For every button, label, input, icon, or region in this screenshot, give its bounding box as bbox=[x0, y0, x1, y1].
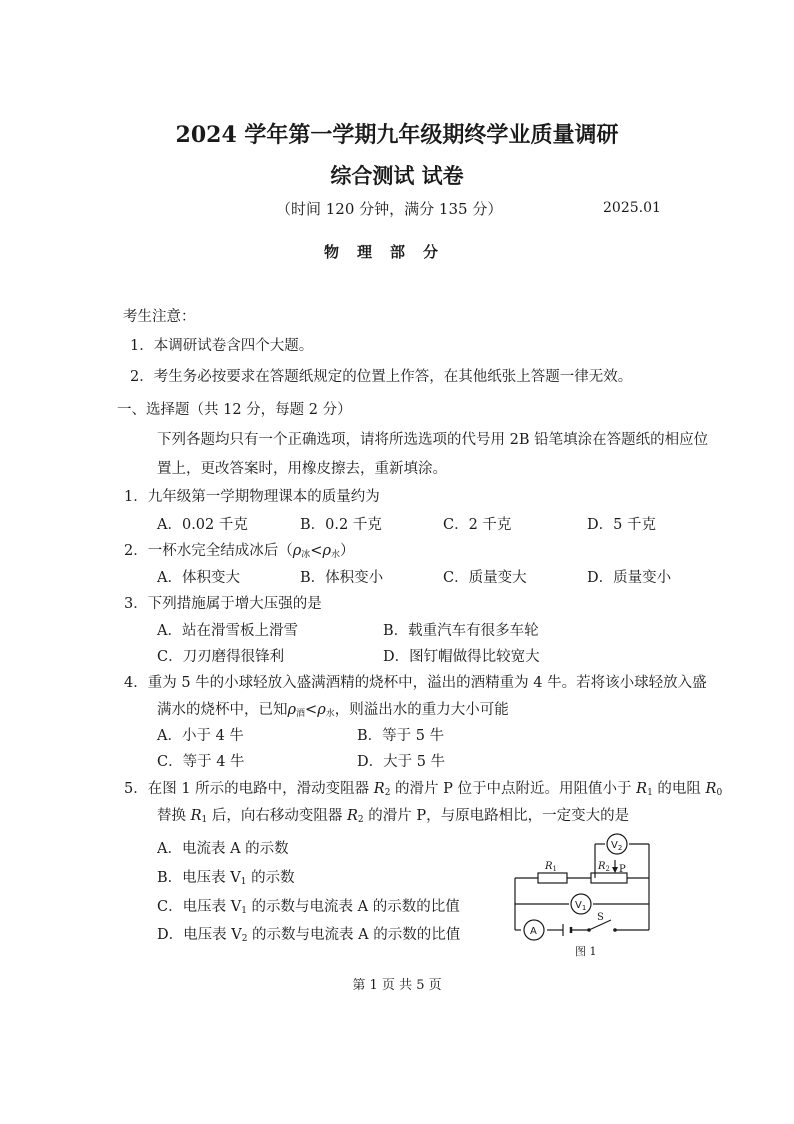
q5-r2-a-sub: 2 bbox=[384, 788, 391, 798]
q5-l1-b: 的滑片 P 位于中点附近。用阻值小于 bbox=[390, 781, 637, 797]
q5-line2 bbox=[157, 804, 629, 825]
exam-title: 2024 学年第一学期九年级期终学业质量调研 bbox=[175, 122, 619, 148]
notice-item-2: 2．考生务必按要求在答题纸规定的位置上作答，在其他纸张上答题一律无效。 bbox=[130, 369, 633, 385]
q2-stem-suffix: ） bbox=[339, 543, 355, 559]
label-r1: $R_1$ bbox=[545, 861, 557, 873]
label-v2: $V_2$ bbox=[611, 840, 623, 852]
q5-r0: R bbox=[705, 781, 717, 797]
q3-stem: 3．下列措施属于增大压强的是 bbox=[124, 596, 322, 612]
q5-r1-b: R bbox=[190, 808, 202, 824]
page-footer: 第 1 页 共 5 页 bbox=[352, 978, 442, 993]
figure-caption: 图 1 bbox=[575, 945, 597, 958]
q5-r2-b: R bbox=[346, 808, 358, 824]
q2-rho-water: ρ bbox=[322, 543, 331, 559]
q5-optc-sub: 1 bbox=[241, 906, 247, 916]
q4-line2 bbox=[157, 698, 509, 719]
q2-stem-prefix: 2．一杯水完全结成冰后（ bbox=[124, 543, 293, 559]
q5-option-c bbox=[157, 895, 460, 916]
time-info: （时间 120 分钟，满分 135 分） bbox=[276, 200, 503, 218]
q5-l1-c: 的电阻 bbox=[652, 781, 706, 797]
q5-r2-a: R bbox=[373, 781, 385, 797]
q3-option-b: B．载重汽车有很多车轮 bbox=[383, 623, 539, 639]
q5-optd-sub: 2 bbox=[241, 934, 248, 944]
q5-l2-a: 替换 bbox=[157, 808, 191, 824]
q4-sub-alcohol: 酒 bbox=[296, 709, 306, 719]
q5-r1-a-sub: 1 bbox=[647, 788, 653, 798]
q4-lt: < bbox=[305, 702, 318, 718]
q4-rho-water: ρ bbox=[317, 702, 326, 718]
q5-r2-b-sub: 2 bbox=[357, 815, 364, 825]
q2-option-a: A．体积变大 bbox=[157, 570, 240, 586]
q2-option-d: D．质量变小 bbox=[587, 570, 672, 586]
q4-option-c: C．等于 4 牛 bbox=[157, 754, 245, 770]
q4-line2-suffix: ，则溢出水的重力大小可能 bbox=[334, 702, 509, 718]
part1-instruction-line1: 下列各题均只有一个正确选项，请将所选选项的代号用 2B 铅笔填涂在答题纸的相应位 bbox=[157, 432, 709, 448]
q2-option-b: B．体积变小 bbox=[300, 570, 384, 586]
q5-l2-c: 的滑片 P，与原电路相比，一定变大的是 bbox=[363, 808, 630, 824]
label-s: S bbox=[597, 912, 604, 923]
q2-rho-ice: ρ bbox=[292, 543, 302, 559]
q5-optd-a: D．电压表 V bbox=[157, 927, 242, 943]
q5-line1 bbox=[124, 777, 722, 798]
slider-p-arrow bbox=[612, 867, 618, 873]
q5-option-b bbox=[157, 866, 295, 887]
circuit-diagram bbox=[505, 828, 665, 963]
q2-sub-ice: 冰 bbox=[301, 550, 311, 560]
q2-option-c: C．质量变大 bbox=[443, 570, 527, 586]
q5-r1-a: R bbox=[636, 781, 648, 797]
q5-l2-b: 后，向右移动变阻器 bbox=[207, 808, 347, 824]
label-v1: $V_1$ bbox=[575, 900, 587, 912]
part1-instruction-line2: 置上，更改答案时，用橡皮擦去，重新填涂。 bbox=[157, 461, 447, 477]
notice-heading: 考生注意： bbox=[123, 309, 196, 325]
resistor-r1 bbox=[538, 873, 567, 883]
q4-sub-water: 水 bbox=[325, 709, 335, 719]
q4-option-d: D．大于 5 牛 bbox=[357, 754, 446, 770]
exam-subtitle: 综合测试 试卷 bbox=[330, 163, 464, 188]
q4-rho-alcohol: ρ bbox=[287, 702, 297, 718]
q1-option-c: C．2 千克 bbox=[443, 517, 512, 533]
q3-option-a: A．站在滑雪板上滑雪 bbox=[157, 623, 298, 639]
q1-option-b: B．0.2 千克 bbox=[300, 517, 382, 533]
exam-date: 2025.01 bbox=[603, 200, 661, 216]
label-a: A bbox=[530, 926, 537, 937]
q5-optb-sub: 1 bbox=[240, 877, 247, 887]
q4-option-a: A．小于 4 牛 bbox=[157, 728, 244, 744]
q1-option-a: A．0.02 千克 bbox=[157, 517, 248, 533]
switch-contact bbox=[613, 928, 617, 932]
q5-r1-b-sub: 1 bbox=[201, 815, 208, 825]
q5-option-a: A．电流表 A 的示数 bbox=[157, 841, 289, 857]
section-heading: 物理部分 bbox=[324, 243, 457, 261]
q1-stem: 1．九年级第一学期物理课本的质量约为 bbox=[124, 489, 380, 505]
q2-stem bbox=[124, 539, 354, 560]
q3-option-c: C．刀刃磨得很锋利 bbox=[157, 649, 285, 665]
q2-lt: < bbox=[310, 543, 323, 559]
label-p: P bbox=[619, 864, 626, 875]
q5-optb-a: B．电压表 V bbox=[157, 870, 241, 886]
q3-option-d: D．图钉帽做得比较宽大 bbox=[383, 649, 540, 665]
q1-option-d: D．5 千克 bbox=[587, 517, 656, 533]
q5-r0-sub: 0 bbox=[716, 788, 723, 798]
q5-optb-b: 的示数 bbox=[246, 870, 295, 886]
label-r2: $R_2$ bbox=[598, 861, 610, 873]
q2-sub-water: 水 bbox=[330, 550, 340, 560]
q5-optc-a: C．电压表 V bbox=[157, 899, 242, 915]
part1-heading: 一、选择题（共 12 分，每题 2 分） bbox=[117, 402, 352, 418]
q5-l1-a: 5．在图 1 所示的电路中，滑动变阻器 bbox=[124, 781, 374, 797]
q4-line1: 4．重为 5 牛的小球轻放入盛满酒精的烧杯中，溢出的酒精重为 4 牛。若将该小球轻放入盛 bbox=[124, 675, 707, 691]
q4-line2-prefix: 满水的烧杯中，已知 bbox=[157, 702, 288, 718]
q5-optc-b: 的示数与电流表 A 的示数的比值 bbox=[246, 899, 460, 915]
q5-option-d bbox=[157, 923, 460, 944]
notice-item-1: 1．本调研试卷含四个大题。 bbox=[130, 338, 314, 354]
switch-pivot bbox=[587, 928, 591, 932]
q4-option-b: B．等于 5 牛 bbox=[357, 728, 445, 744]
q5-optd-b: 的示数与电流表 A 的示数的比值 bbox=[247, 927, 461, 943]
